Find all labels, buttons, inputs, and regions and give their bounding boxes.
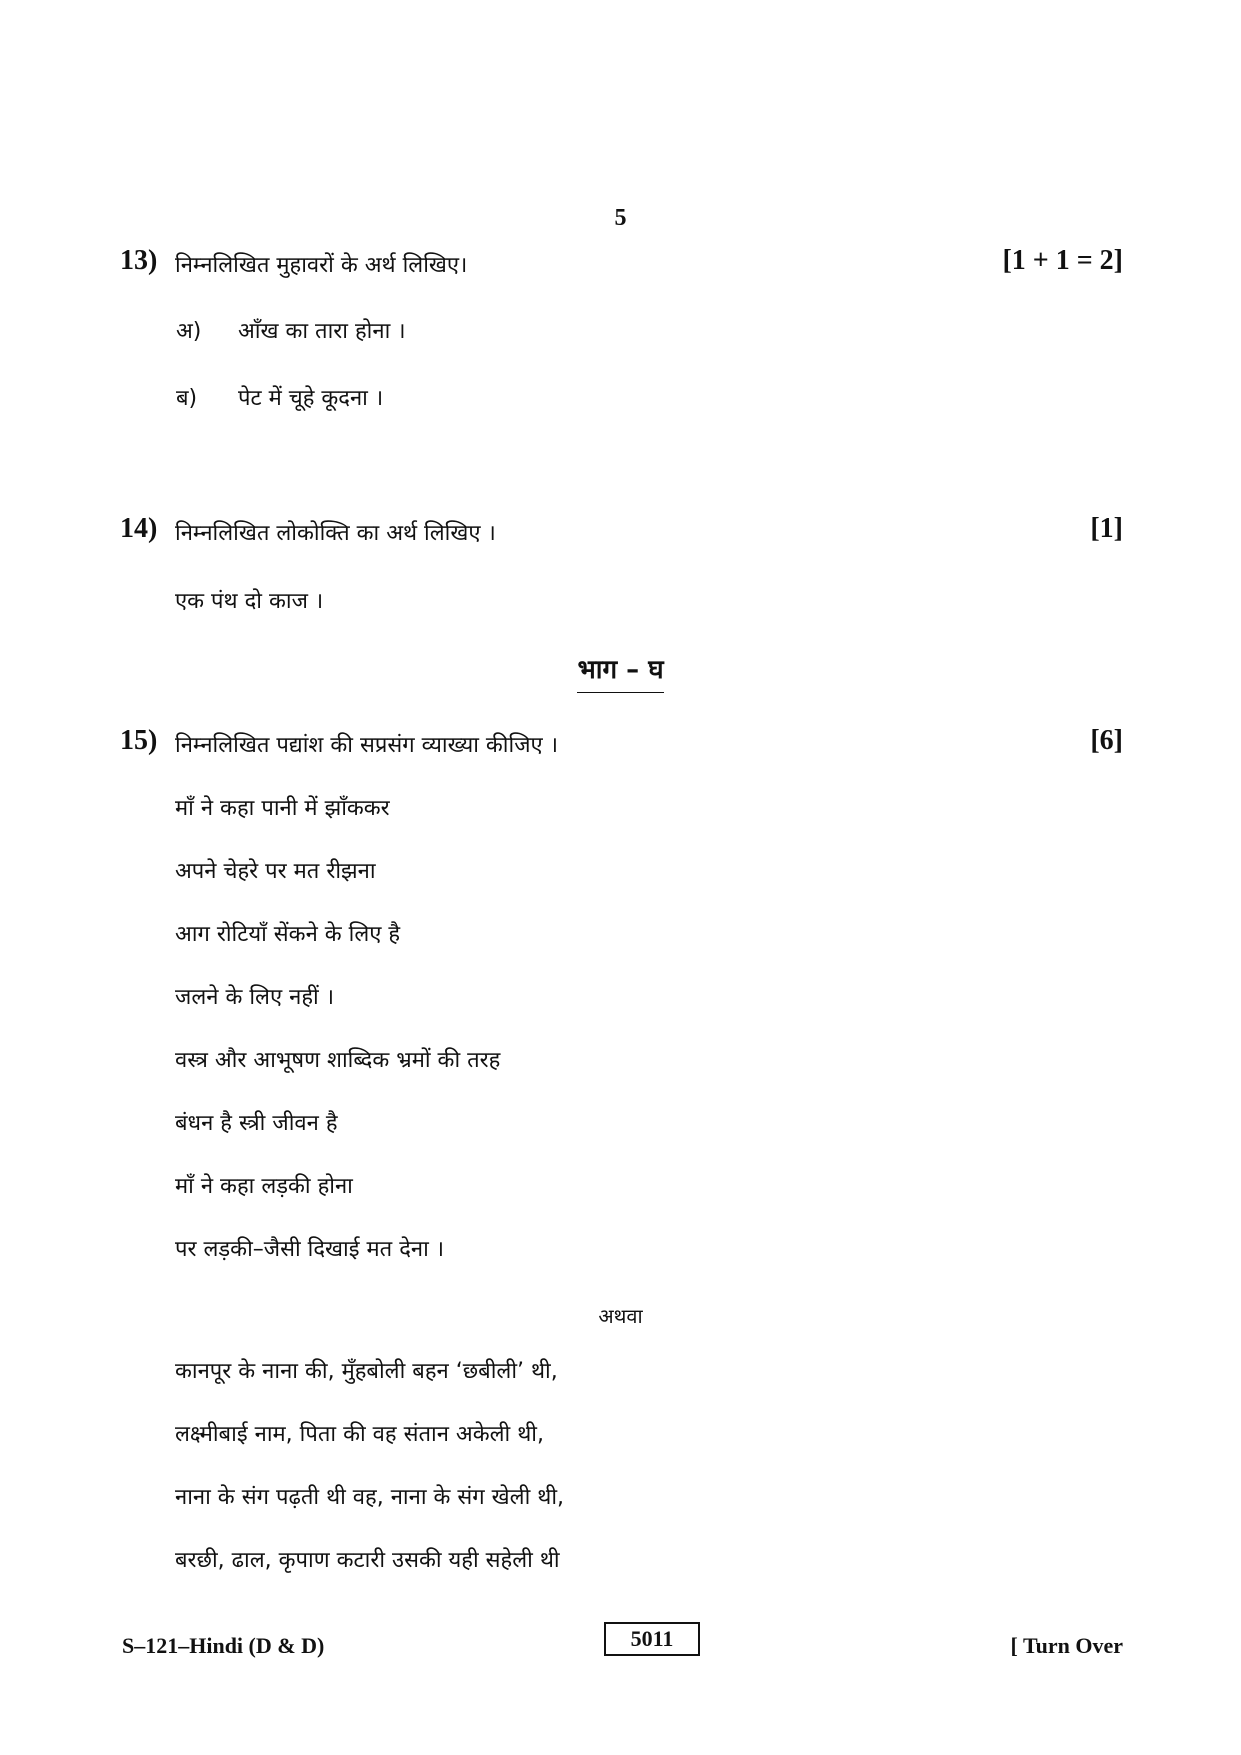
question-15-number: 15) [120, 725, 158, 756]
question-14-marks: [1] [1090, 513, 1123, 544]
poem-line: बंधन है स्त्री जीवन है [175, 1111, 338, 1136]
question-13-number: 13) [120, 245, 158, 276]
poem-line: नाना के संग पढ़ती थी वह, नाना के संग खेली थी, [175, 1485, 565, 1510]
paper-code: S–121–Hindi (D & D) [122, 1633, 325, 1658]
question-15-text: निम्नलिखित पद्यांश की सप्रसंग व्याख्या कीजिए । [175, 733, 559, 758]
poem-line: वस्त्र और आभूषण शाब्दिक भ्रमों की तरह [175, 1048, 501, 1073]
option-label: अ) [176, 319, 202, 344]
question-15-marks: [6] [1090, 725, 1123, 756]
question-13-marks: [1 + 1 = 2] [1002, 245, 1123, 276]
proverb-text: एक पंथ दो काज । [175, 589, 324, 614]
turn-over-label: [ Turn Over [1010, 1633, 1123, 1658]
poem-line: लक्ष्मीबाई नाम, पिता की वह संतान अकेली थी, [175, 1422, 544, 1447]
poem-line: आग रोटियाँ सेंकने के लिए है [175, 922, 401, 947]
poem-line: माँ ने कहा लड़की होना [175, 1174, 353, 1199]
option-label: ब) [176, 386, 198, 411]
poem-line: पर लड़की–जैसी दिखाई मत देना । [175, 1237, 445, 1262]
poem-line: कानपूर के नाना की, मुँहबोली बहन ‘छबीली’ थी, [175, 1359, 558, 1384]
question-14-text: निम्नलिखित लोकोक्ति का अर्थ लिखिए । [175, 521, 496, 546]
poem-line: माँ ने कहा पानी में झाँककर [175, 796, 390, 821]
section-heading: भाग – घ [0, 650, 1241, 693]
option-text: आँख का तारा होना । [238, 319, 406, 344]
page-code-box: 5011 [604, 1622, 700, 1656]
poem-line: बरछी, ढाल, कृपाण कटारी उसकी यही सहेली थी [175, 1548, 560, 1573]
question-13-text: निम्नलिखित मुहावरों के अर्थ लिखिए। [175, 253, 468, 278]
poem-line: जलने के लिए नहीं । [175, 985, 335, 1010]
or-separator: अथवा [598, 1304, 643, 1328]
page-number: 5 [614, 205, 627, 231]
poem-line: अपने चेहरे पर मत रीझना [175, 859, 376, 884]
question-14-number: 14) [120, 513, 158, 544]
option-text: पेट में चूहे कूदना । [238, 386, 384, 411]
